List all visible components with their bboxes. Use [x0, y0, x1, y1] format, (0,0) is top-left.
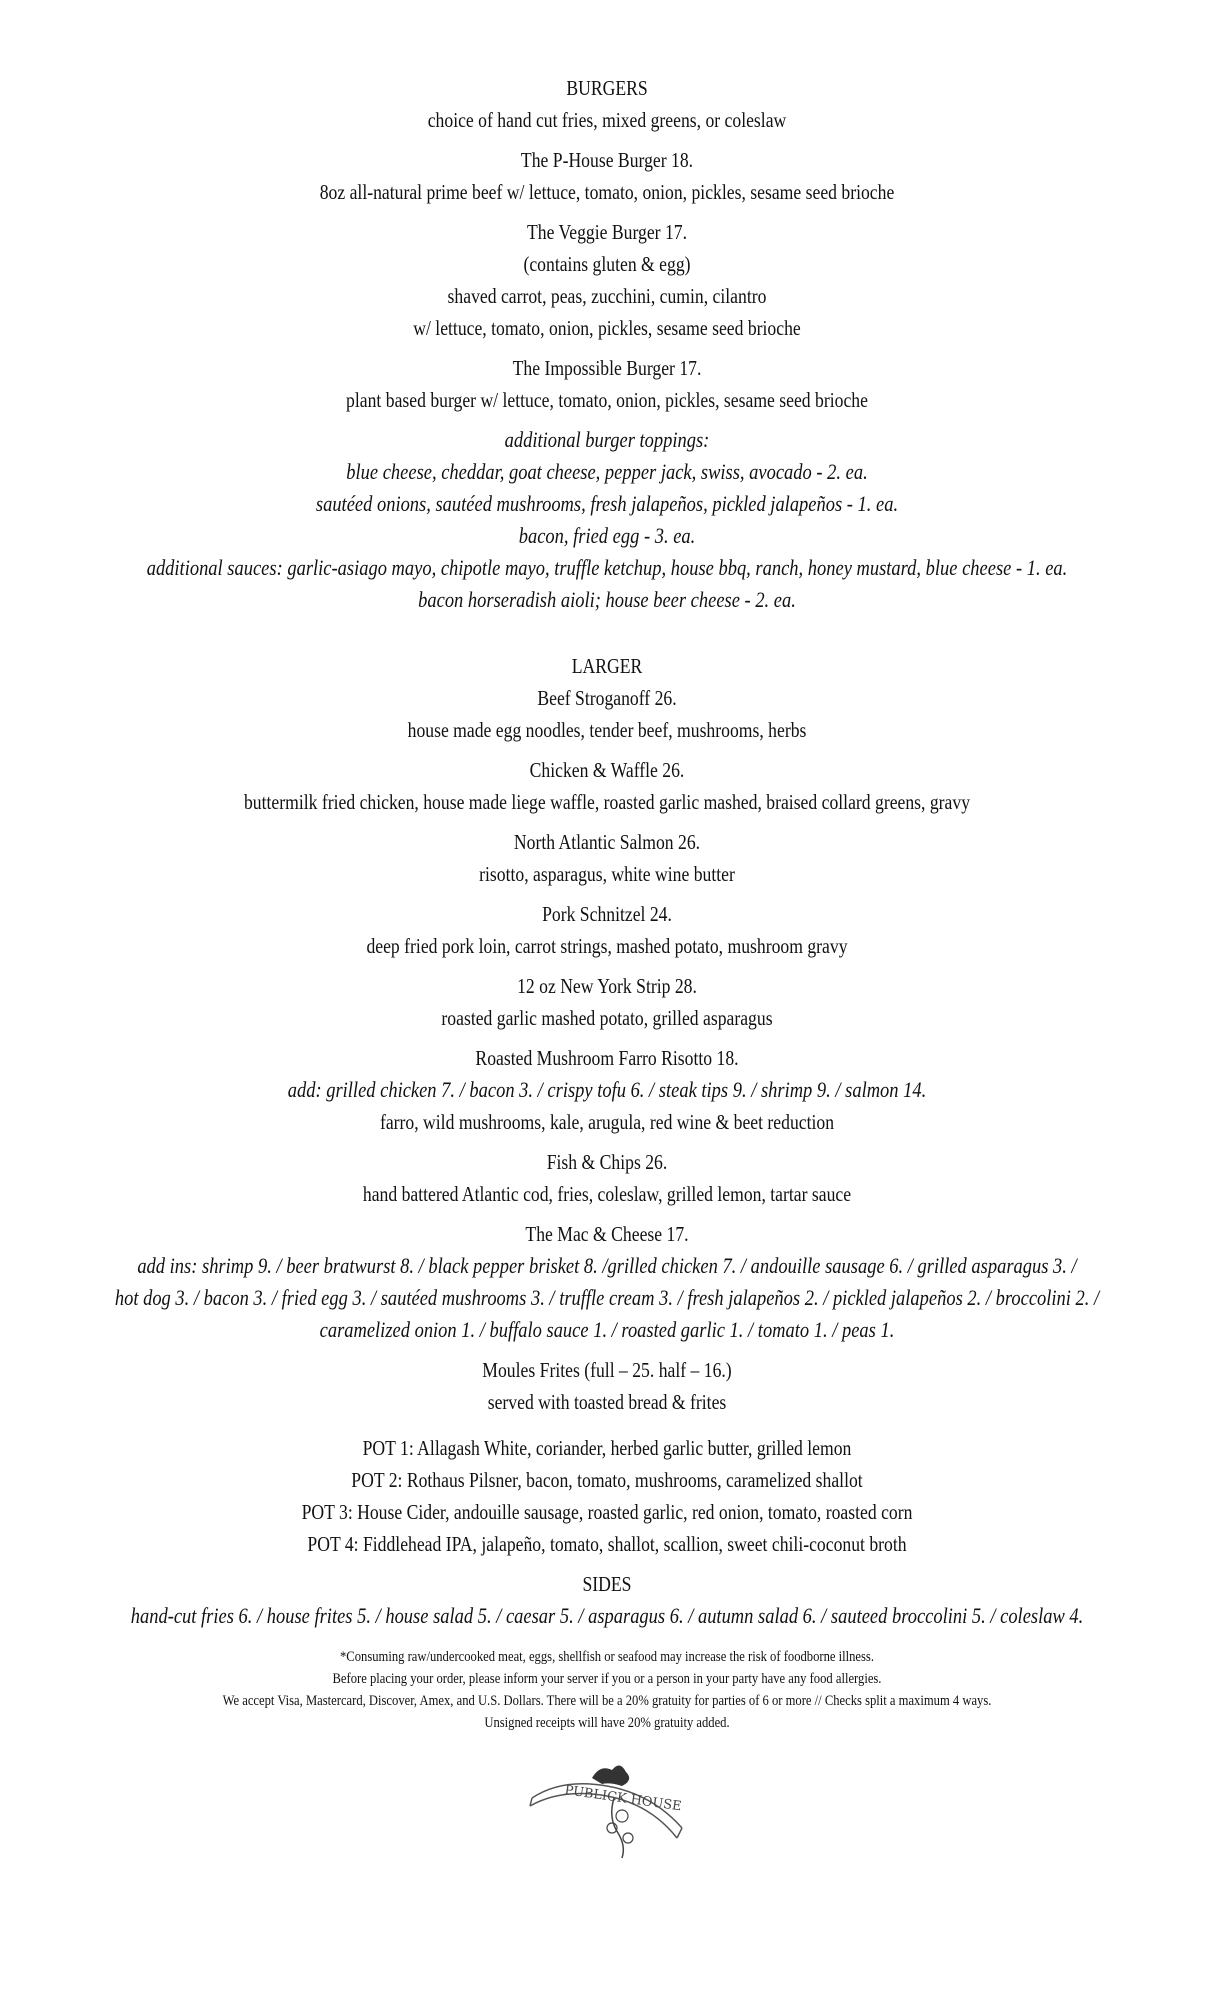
item-name: Pork Schnitzel 24. — [542, 902, 672, 926]
toppings-line: bacon horseradish aioli; house beer cheese - 2. ea. — [418, 587, 796, 612]
item-name: The Mac & Cheese 17. — [525, 1222, 689, 1246]
item-desc: served with toasted bread & frites — [487, 1390, 727, 1414]
sides-line: hand-cut fries 6. / house frites 5. / house salad 5. / caesar 5. / asparagus 6. / autumn salad 6. / sauteed broccolini 5. / coleslaw 4. — [130, 1603, 1084, 1628]
sides-heading: SIDES — [582, 1572, 632, 1596]
item-addons: add ins: shrimp 9. / beer bratwurst 8. / black pepper brisket 8. /grilled chicken 7. / andouille sausage 6. / grilled asparagus 3. / — [137, 1253, 1077, 1278]
item-desc: 8oz all-natural prime beef w/ lettuce, tomato, onion, pickles, sesame seed brioche — [319, 180, 895, 204]
publick-house-logo — [522, 1758, 692, 1868]
item-addons: hot dog 3. / bacon 3. / fried egg 3. / sautéed mushrooms 3. / truffle cream 3. / fresh jalapeños 2. / pickled jalapeños 2. / broccolini 2. / — [114, 1285, 1100, 1310]
larger-heading: LARGER — [571, 654, 643, 678]
pot-line: POT 1: Allagash White, coriander, herbed garlic butter, grilled lemon — [362, 1436, 852, 1460]
menu-item — [0, 1042, 1214, 1138]
menu-item — [0, 216, 1214, 344]
pot-line: POT 2: Rothaus Pilsner, bacon, tomato, mushrooms, caramelized shallot — [351, 1468, 863, 1492]
item-desc: risotto, asparagus, white wine butter — [479, 862, 735, 886]
menu-item — [0, 144, 1214, 208]
item-desc: plant based burger w/ lettuce, tomato, onion, pickles, sesame seed brioche — [346, 388, 868, 412]
item-name: The Veggie Burger 17. — [526, 220, 688, 244]
burgers-subtitle: choice of hand cut fries, mixed greens, or coleslaw — [427, 108, 787, 132]
item-name: Moules Frites (full – 25. half – 16.) — [482, 1358, 732, 1382]
burgers-heading: BURGERS — [566, 76, 648, 100]
item-desc: (contains gluten & egg) — [523, 252, 691, 276]
footer-line: Before placing your order, please inform your server if you or a person in your party have any food allergies. — [332, 1671, 882, 1687]
item-desc: farro, wild mushrooms, kale, arugula, red wine & beet reduction — [379, 1110, 835, 1134]
item-addons: caramelized onion 1. / buffalo sauce 1. / roasted garlic 1. / tomato 1. / peas 1. — [319, 1317, 895, 1342]
toppings-line: additional sauces: garlic-asiago mayo, chipotle mayo, truffle ketchup, house bbq, ranch, honey mustard, blue cheese - 1. ea. — [146, 555, 1068, 580]
menu-item — [0, 826, 1214, 890]
menu-item — [0, 352, 1214, 416]
item-desc: shaved carrot, peas, zucchini, cumin, cilantro — [447, 284, 767, 308]
item-name: The P-House Burger 18. — [520, 148, 694, 172]
toppings-line: sautéed onions, sautéed mushrooms, fresh jalapeños, pickled jalapeños - 1. ea. — [315, 491, 899, 516]
item-addons: add: grilled chicken 7. / bacon 3. / crispy tofu 6. / steak tips 9. / shrimp 9. / salmon 14. — [287, 1077, 927, 1102]
menu-item — [0, 898, 1214, 962]
menu-item — [0, 1354, 1214, 1418]
burger-toppings — [0, 424, 1214, 616]
item-name: Chicken & Waffle 26. — [529, 758, 685, 782]
menu-item — [0, 754, 1214, 818]
menu-item — [0, 1146, 1214, 1210]
menu-item — [0, 1218, 1214, 1346]
toppings-line: additional burger toppings: — [504, 427, 710, 452]
item-name: North Atlantic Salmon 26. — [513, 830, 701, 854]
item-name: Beef Stroganoff 26. — [537, 686, 677, 710]
menu-item — [0, 970, 1214, 1034]
item-desc: house made egg noodles, tender beef, mushrooms, herbs — [407, 718, 807, 742]
item-desc: hand battered Atlantic cod, fries, coleslaw, grilled lemon, tartar sauce — [362, 1182, 852, 1206]
footer-line: Unsigned receipts will have 20% gratuity added. — [484, 1715, 730, 1731]
item-desc: deep fried pork loin, carrot strings, mashed potato, mushroom gravy — [366, 934, 848, 958]
item-name: Roasted Mushroom Farro Risotto 18. — [475, 1046, 739, 1070]
item-desc: buttermilk fried chicken, house made liege waffle, roasted garlic mashed, braised collard greens, gravy — [243, 790, 971, 814]
toppings-line: bacon, fried egg - 3. ea. — [518, 523, 696, 548]
item-name: 12 oz New York Strip 28. — [517, 974, 697, 998]
footer-notes — [0, 1646, 1214, 1734]
item-desc: roasted garlic mashed potato, grilled asparagus — [441, 1006, 773, 1030]
footer-line: *Consuming raw/undercooked meat, eggs, shellfish or seafood may increase the risk of foodborne illness. — [340, 1649, 874, 1665]
pot-line: POT 4: Fiddlehead IPA, jalapeño, tomato, shallot, scallion, sweet chili-coconut broth — [307, 1532, 907, 1556]
menu-item — [0, 682, 1214, 746]
toppings-line: blue cheese, cheddar, goat cheese, pepper jack, swiss, avocado - 2. ea. — [346, 459, 868, 484]
item-name: Fish & Chips 26. — [546, 1150, 668, 1174]
logo-text: PUBLICK HOUSE — [563, 1783, 683, 1815]
item-desc: w/ lettuce, tomato, onion, pickles, sesame seed brioche — [413, 316, 801, 340]
pot-line: POT 3: House Cider, andouille sausage, roasted garlic, red onion, tomato, roasted corn — [301, 1500, 913, 1524]
item-name: The Impossible Burger 17. — [512, 356, 702, 380]
pots-list — [0, 1432, 1214, 1560]
footer-line: We accept Visa, Mastercard, Discover, Amex, and U.S. Dollars. There will be a 20% gratuity for parties of 6 or more // Checks split a maximum 4 ways. — [222, 1693, 992, 1709]
